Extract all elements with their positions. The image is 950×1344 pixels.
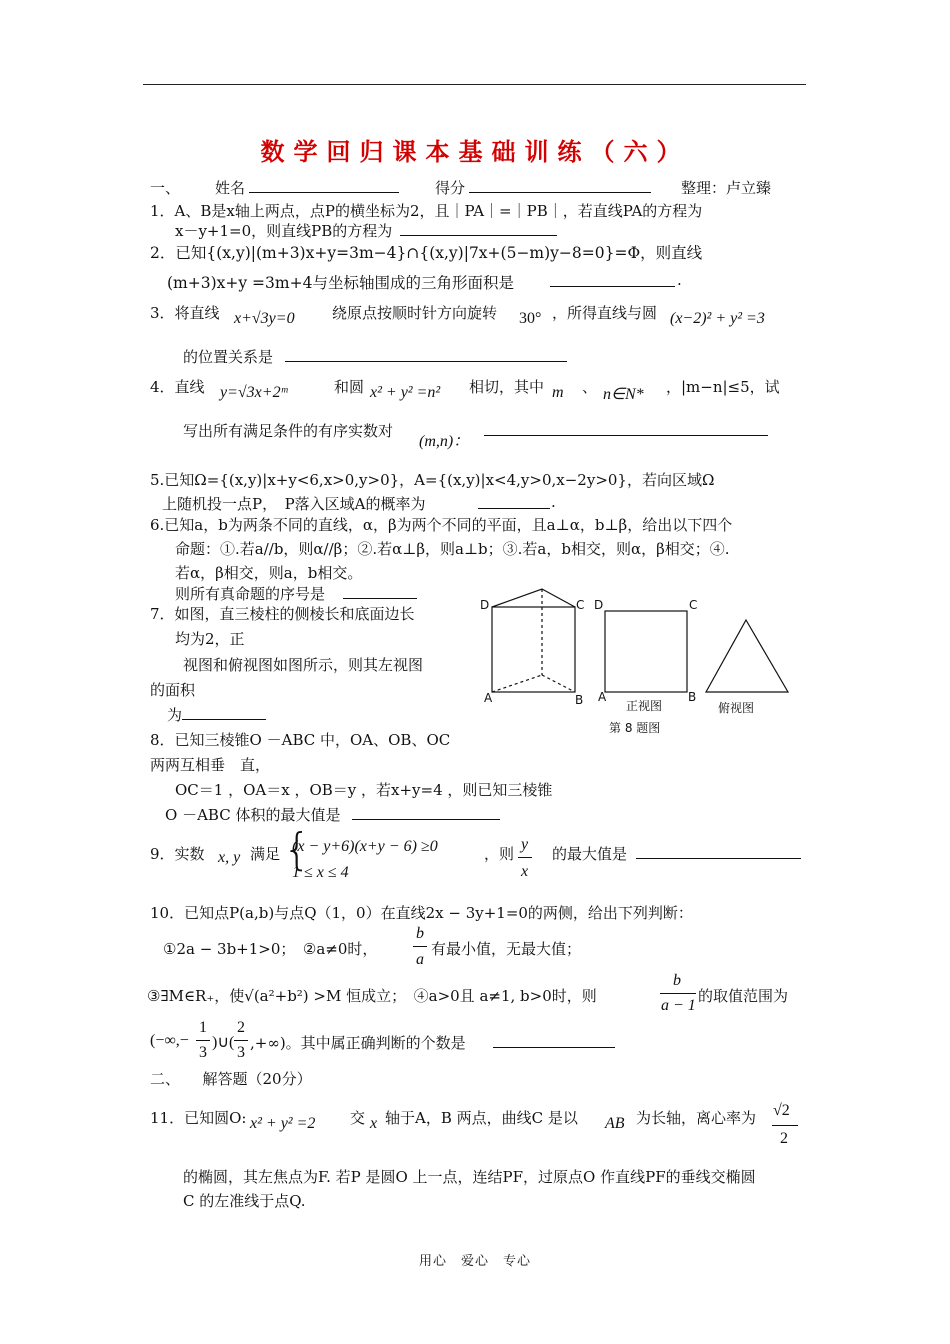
q9-frac-den: x	[521, 863, 529, 880]
q11-line2: 的椭圆，其左焦点为F. 若P 是圆O 上一点，连结PF，过原点O 作直线PF的垂线交椭圆	[183, 1168, 756, 1186]
q4-answer-blank[interactable]	[484, 420, 768, 436]
q6-line4: 则所有真命题的序号是	[175, 585, 326, 603]
q10-range-end: ,+∞)。其中属正确判断的个数是	[250, 1034, 466, 1052]
prism-hidden-base-right	[542, 675, 575, 692]
q5-line2: 上随机投一点P， P落入区域A的概率为	[162, 495, 426, 513]
q3-text: 绕原点按顺时针方向旋转	[332, 304, 498, 322]
q4-pair: (m,n)：	[419, 433, 470, 450]
q9-text-2: ，则	[484, 845, 515, 863]
q11-text-3: 为长轴，离心率为	[636, 1109, 757, 1127]
q5-period: .	[551, 493, 556, 511]
label-D-prism: D	[480, 598, 490, 612]
q9-label: 9．实数	[150, 845, 205, 863]
q3-angle: 30°	[519, 310, 542, 327]
q9-text: 满足	[250, 845, 281, 863]
q11-AB: AB	[605, 1115, 625, 1132]
label-D-front: D	[594, 598, 604, 612]
page-footer: 用心 爱心 专心	[418, 1254, 531, 1269]
q10-answer-blank[interactable]	[493, 1032, 615, 1048]
q10-frac-b-den: a	[416, 951, 424, 968]
q10-frac-23-num: 2	[237, 1019, 245, 1036]
section-1-label: 一、	[150, 179, 181, 197]
q1-line2: x－y+1=0，则直线PB的方程为	[175, 222, 393, 240]
q2-period: .	[677, 271, 682, 289]
q2-answer-blank[interactable]	[550, 271, 675, 287]
figure-prism-views	[470, 580, 810, 745]
top-rule	[143, 84, 806, 85]
q10-range-union: )∪(	[212, 1034, 235, 1051]
q10-frac-23-bar	[234, 1040, 248, 1041]
q1-line1: 1．A、B是x轴上两点，点P的横坐标为2，且｜PA｜=｜PB｜，若直线PA的方程为	[150, 202, 703, 220]
q10-frac-c-num: b	[673, 972, 681, 989]
q10-range-start: (−∞,−	[150, 1032, 189, 1049]
q9-frac-bar	[518, 857, 532, 858]
q11-circle-equation: x² + y² =2	[250, 1115, 316, 1132]
score-field[interactable]	[469, 177, 651, 193]
q10-frac-13-den: 3	[199, 1044, 207, 1061]
q8-line2: 两两互相垂 直，	[150, 756, 271, 774]
q10-judgement-2-end: 有最小值，无最大值；	[431, 940, 582, 958]
q9-system-line1: (x − y+6)(x+y − 6) ≥0	[292, 838, 438, 855]
q5-answer-blank[interactable]	[478, 493, 550, 509]
q2-line2: (m+3)x+y =3m+4与坐标轴围成的三角形面积是	[167, 274, 514, 292]
q4-sep: 、	[582, 378, 598, 396]
q5-line1: 5.已知Ω={(x,y)|x+y<6,x>0,y>0}，A={(x,y)|x<4,y>0,x−2y>0}，若向区域Ω	[150, 471, 715, 489]
q10-line1: 10．已知点P(a,b)与点Q（1，0）在直线2x − 3y+1=0的两侧，给出下列判断：	[150, 904, 693, 922]
q3-circle-equation: (x−2)² + y² =3	[670, 310, 765, 327]
page-title: 数学回归课本基础训练（六）	[260, 138, 690, 166]
q6-answer-blank[interactable]	[343, 583, 417, 599]
q10-judgement-3-4: ③∃M∈R₊，使√(a²+b²) >M 恒成立； ④a>0且 a≠1, b>0时，则	[147, 987, 597, 1005]
q9-answer-blank[interactable]	[636, 843, 801, 859]
q9-text-3: 的最大值是	[552, 845, 628, 863]
q10-frac-b-bar	[413, 946, 427, 947]
label-B-prism: B	[575, 693, 584, 707]
editor-label: 整理：卢立臻	[681, 179, 772, 197]
q10-frac-c-den: a − 1	[661, 997, 696, 1014]
label-C-front: C	[689, 598, 698, 612]
q3-line2: 的位置关系是	[183, 348, 274, 366]
q6-line2: 命题：①.若a//b，则α//β；②.若α⊥β，则a⊥b；③.若a，b相交，则α，β相交；④.	[175, 540, 730, 558]
q8-answer-blank[interactable]	[352, 804, 500, 820]
q11-label: 11．已知圆O:	[150, 1109, 247, 1127]
q10-judgement-4-end: 的取值范围为	[698, 987, 789, 1005]
q11-text: 交	[350, 1109, 366, 1127]
prism-hidden-base-left	[492, 675, 542, 692]
q11-frac-num: √2	[773, 1102, 790, 1119]
q11-x: x	[370, 1115, 378, 1132]
score-label: 得分	[435, 179, 466, 197]
prism-top-edges	[492, 589, 575, 607]
q8-line3: OC＝1 ，OA＝x ，OB＝y ，若x+y=4 ，则已知三棱锥	[175, 781, 553, 799]
q10-frac-23-den: 3	[237, 1044, 245, 1061]
label-B-front: B	[688, 690, 697, 704]
section-2-heading: 二、 解答题（20分）	[150, 1070, 312, 1088]
q11-text-2: 轴于A，B 两点，曲线C 是以	[385, 1109, 578, 1127]
q9-vars: x, y	[218, 849, 241, 866]
q3-answer-blank[interactable]	[285, 346, 567, 362]
q4-text-2: 相切，其中	[469, 378, 545, 396]
q4-line2: 写出所有满足条件的有序实数对	[183, 422, 394, 440]
q6-line1: 6.已知a，b为两条不同的直线，α，β为两个不同的平面，且a⊥α，b⊥β，给出以下四个	[150, 516, 733, 534]
q10-frac-c-bar	[660, 993, 696, 994]
q10-frac-13-bar	[196, 1040, 210, 1041]
q7-answer-blank[interactable]	[182, 704, 266, 720]
q4-text: 和圆	[334, 378, 365, 396]
top-view-triangle	[706, 620, 788, 692]
q3-label: 3．将直线	[150, 304, 220, 322]
front-view-caption: 正视图	[626, 699, 663, 713]
q9-brace: {	[283, 824, 311, 875]
q7-line2: 均为2，正	[175, 630, 245, 648]
q4-circle-equation: x² + y² =n²	[370, 384, 441, 401]
q7-line5: 为	[167, 706, 183, 724]
q7-line3: 视图和俯视图如图所示，则其左视图	[183, 656, 424, 674]
q1-answer-blank[interactable]	[400, 220, 557, 236]
q7-line1: 7．如图，直三棱柱的侧棱长和底面边长	[150, 605, 415, 623]
prism-front-face	[492, 607, 575, 692]
q10-frac-13-num: 1	[199, 1019, 207, 1036]
name-label: 姓名	[215, 179, 246, 197]
q7-line4: 的面积	[150, 681, 196, 699]
name-field[interactable]	[249, 177, 399, 193]
q8-line1: 8．已知三棱锥O －ABC 中，OA、OB、OC	[150, 731, 451, 749]
figure-caption: 第 8 题图	[609, 721, 661, 735]
q2-line1: 2．已知{(x,y)|(m+3)x+y=3m−4}∩{(x,y)|7x+(5−m)y−8=0}=Φ，则直线	[150, 244, 703, 262]
top-view-caption: 俯视图	[718, 701, 755, 715]
front-view-square	[605, 611, 687, 692]
label-A-prism: A	[484, 691, 493, 705]
q10-frac-b-num: b	[416, 925, 424, 942]
q3-text-2: ，所得直线与圆	[552, 304, 658, 322]
q11-frac-bar	[772, 1125, 798, 1126]
q10-judgement-1-2: ①2a − 3b+1>0； ②a≠0时，	[163, 940, 378, 958]
q9-system-line2: 1 ≤ x ≤ 4	[292, 864, 349, 881]
q8-line4: O －ABC 体积的最大值是	[165, 806, 341, 824]
q4-condition: ，|m−n|≤5，试	[666, 378, 780, 396]
q3-line-equation: x+√3y=0	[234, 310, 295, 327]
q11-frac-den: 2	[780, 1130, 788, 1147]
q4-m: m	[552, 384, 564, 401]
q11-line3: C 的左准线于点Q.	[183, 1192, 306, 1210]
q4-line-equation: y=√3x+2ᵐ	[220, 384, 288, 401]
q6-line3: 若α，β相交，则a，b相交。	[175, 564, 363, 582]
q4-label: 4．直线	[150, 378, 205, 396]
label-A-front: A	[598, 690, 607, 704]
q4-n: n∈N*	[603, 386, 644, 403]
q9-frac-num: y	[521, 836, 529, 853]
label-C-prism: C	[576, 598, 585, 612]
